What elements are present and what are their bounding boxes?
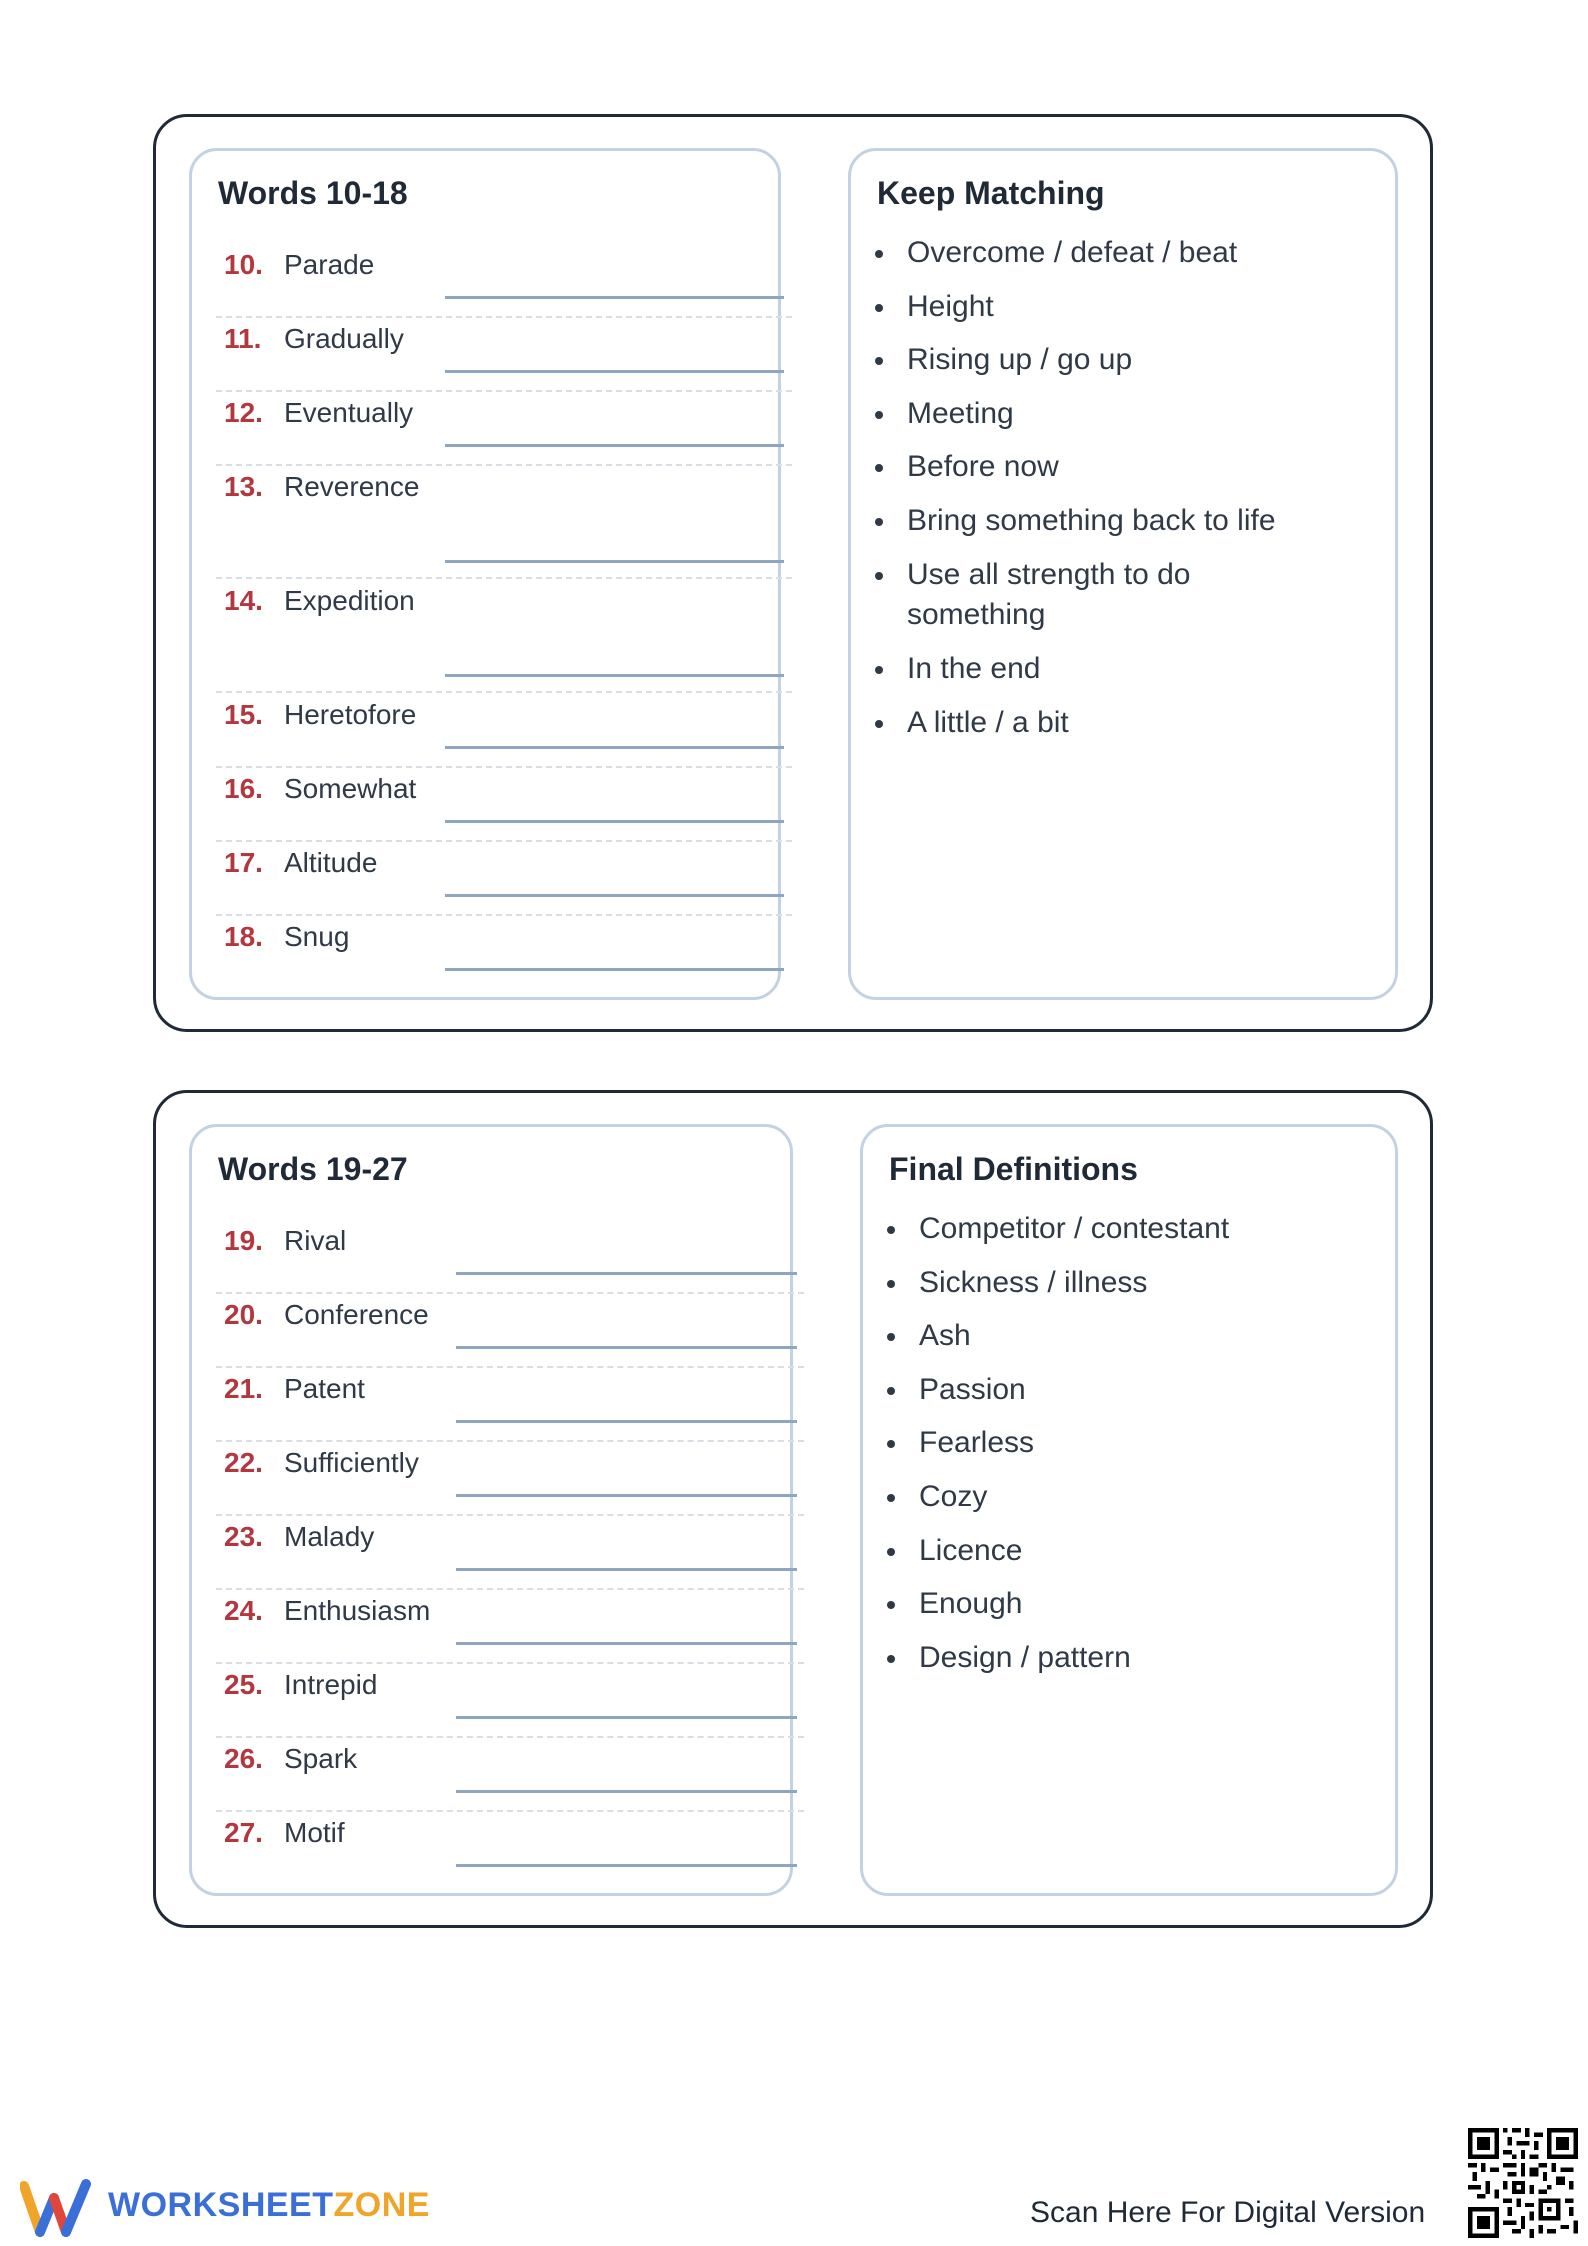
word-number: 16. — [224, 773, 263, 804]
definition-item: In the end — [907, 649, 1347, 689]
worksheet-card-1 — [153, 114, 1433, 1032]
word-label: Snug — [284, 921, 350, 952]
answer-line[interactable] — [445, 968, 784, 971]
answer-line[interactable] — [445, 820, 784, 823]
word-row — [216, 699, 792, 768]
definitions-panel-1 — [848, 148, 1398, 1000]
word-number: 24. — [224, 1595, 263, 1626]
answer-line[interactable] — [445, 674, 784, 677]
definition-item: Design / pattern — [919, 1638, 1359, 1678]
word-number: 23. — [224, 1521, 263, 1552]
definition-item: A little / a bit — [907, 703, 1347, 743]
definition-item: Bring something back to life — [907, 501, 1347, 541]
words-panel-title: Words 10-18 — [218, 175, 408, 211]
worksheet-card-2 — [153, 1090, 1433, 1928]
word-label: Somewhat — [284, 773, 417, 804]
word-row — [216, 921, 792, 990]
answer-line[interactable] — [456, 1494, 797, 1497]
definition-item: Overcome / defeat / beat — [907, 233, 1347, 273]
definition-item: Competitor / contestant — [919, 1209, 1359, 1249]
word-label: Parade — [284, 249, 375, 280]
answer-line[interactable] — [456, 1642, 797, 1645]
word-row — [216, 1225, 804, 1294]
worksheetzone-wordmark — [108, 2186, 430, 2225]
answer-line[interactable] — [445, 894, 784, 897]
word-number: 19. — [224, 1225, 263, 1256]
word-number: 21. — [224, 1373, 263, 1404]
word-row — [216, 1743, 804, 1812]
word-number: 12. — [224, 397, 263, 428]
word-row — [216, 1595, 804, 1664]
definitions-panel-2 — [860, 1124, 1398, 1896]
definition-item: Ash — [919, 1316, 1359, 1356]
logo-text-worksheet: WORKSHEET — [108, 2186, 334, 2224]
word-label: Motif — [284, 1817, 345, 1848]
scan-instruction: Scan Here For Digital Version — [1030, 2196, 1426, 2229]
word-label: Intrepid — [284, 1669, 378, 1700]
definition-item: Sickness / illness — [919, 1263, 1359, 1303]
word-label: Spark — [284, 1743, 358, 1774]
answer-line[interactable] — [445, 444, 784, 447]
answer-line[interactable] — [456, 1790, 797, 1793]
worksheetzone-logo — [20, 2178, 430, 2238]
word-row — [216, 1669, 804, 1738]
definition-item: Height — [907, 287, 1347, 327]
answer-line[interactable] — [456, 1716, 797, 1719]
word-label: Malady — [284, 1521, 375, 1552]
word-number: 17. — [224, 847, 263, 878]
word-label: Gradually — [284, 323, 404, 354]
word-row — [216, 585, 792, 693]
word-number: 11. — [224, 323, 262, 354]
definitions-panel-title: Final Definitions — [889, 1151, 1138, 1187]
word-row — [216, 1373, 804, 1442]
answer-line[interactable] — [445, 746, 784, 749]
word-number: 15. — [224, 699, 263, 730]
answer-line[interactable] — [456, 1568, 797, 1571]
definition-item: Meeting — [907, 394, 1347, 434]
definition-item: Use all strength to do something — [907, 555, 1237, 635]
word-number: 27. — [224, 1817, 263, 1848]
word-label: Heretofore — [284, 699, 417, 730]
answer-line[interactable] — [456, 1420, 797, 1423]
word-label: Expedition — [284, 585, 415, 616]
word-row — [216, 1299, 804, 1368]
answer-line[interactable] — [456, 1346, 797, 1349]
word-number: 22. — [224, 1447, 263, 1478]
definition-item: Fearless — [919, 1423, 1359, 1463]
word-row — [216, 1521, 804, 1590]
word-row — [216, 397, 792, 466]
word-row — [216, 1447, 804, 1516]
word-label: Eventually — [284, 397, 414, 428]
word-number: 10. — [224, 249, 263, 280]
word-row — [216, 1817, 804, 1886]
words-panel-2 — [189, 1124, 793, 1896]
word-row — [216, 773, 792, 842]
word-number: 20. — [224, 1299, 263, 1330]
word-label: Enthusiasm — [284, 1595, 431, 1626]
word-row — [216, 471, 792, 579]
answer-line[interactable] — [445, 370, 784, 373]
definition-item: Passion — [919, 1370, 1359, 1410]
answer-line[interactable] — [445, 296, 784, 299]
word-number: 13. — [224, 471, 263, 502]
definition-item: Cozy — [919, 1477, 1359, 1517]
word-row — [216, 847, 792, 916]
worksheetzone-logo-icon — [20, 2178, 94, 2238]
word-label: Conference — [284, 1299, 429, 1330]
definition-item: Licence — [919, 1531, 1359, 1571]
word-label: Rival — [284, 1225, 347, 1256]
word-number: 26. — [224, 1743, 263, 1774]
word-label: Reverence — [284, 471, 420, 502]
word-number: 18. — [224, 921, 263, 952]
word-label: Patent — [284, 1373, 365, 1404]
answer-line[interactable] — [445, 560, 784, 563]
answer-line[interactable] — [456, 1272, 797, 1275]
definition-item: Enough — [919, 1584, 1359, 1624]
words-panel-1 — [189, 148, 781, 1000]
word-label: Sufficiently — [284, 1447, 419, 1478]
qr-code-icon[interactable] — [1468, 2128, 1578, 2238]
definition-item: Before now — [907, 447, 1347, 487]
logo-text-zone: ZONE — [333, 2186, 430, 2224]
word-number: 14. — [224, 585, 263, 616]
word-number: 25. — [224, 1669, 263, 1700]
word-row — [216, 323, 792, 392]
word-label: Altitude — [284, 847, 378, 878]
answer-line[interactable] — [456, 1864, 797, 1867]
definitions-panel-title: Keep Matching — [877, 175, 1105, 211]
definition-item: Rising up / go up — [907, 340, 1347, 380]
word-row — [216, 249, 792, 318]
words-panel-title: Words 19-27 — [218, 1151, 408, 1187]
